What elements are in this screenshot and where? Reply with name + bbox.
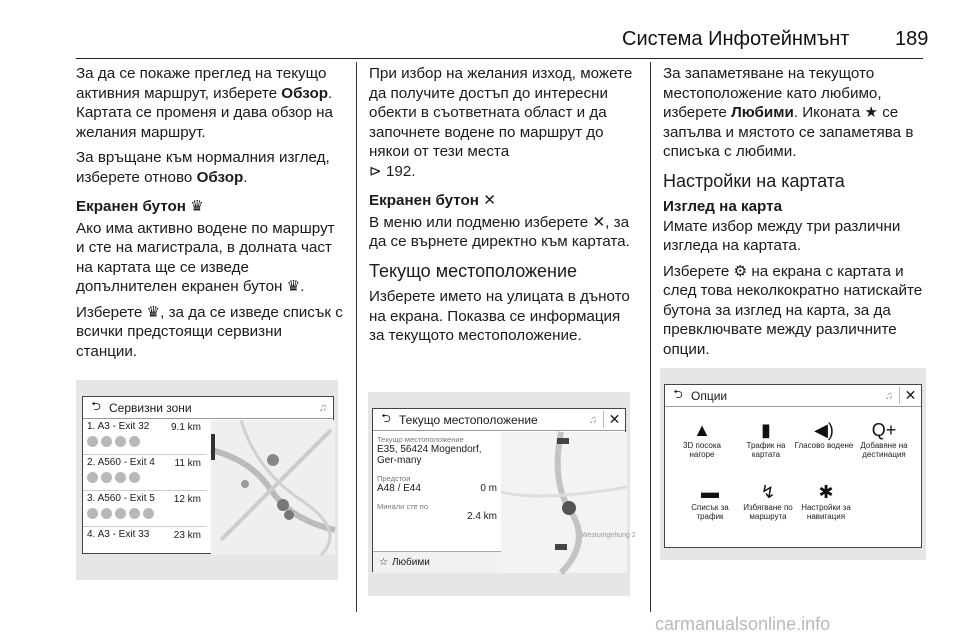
infotainment-screen — [372, 408, 636, 572]
poi-icon — [87, 436, 98, 447]
poi-icon — [129, 472, 140, 483]
map-view[interactable] — [211, 420, 335, 555]
poi-icon — [129, 508, 140, 519]
back-icon[interactable]: ⮌ — [91, 399, 101, 413]
distance: 2.4 km — [466, 511, 497, 522]
poi-icon — [101, 508, 112, 519]
page-header — [0, 0, 960, 62]
music-note-icon[interactable]: ♫ — [588, 413, 597, 426]
screen-title: Опции — [691, 388, 728, 403]
infotainment-screen — [82, 396, 334, 554]
column-2 — [369, 64, 639, 352]
favourites-button[interactable]: ☆ Любими — [373, 551, 501, 573]
list-item[interactable]: 1. A3 - Exit 32 9.1 km — [83, 419, 207, 455]
poi-icon — [87, 472, 98, 483]
back-icon[interactable]: ⮌ — [673, 387, 683, 401]
watermark: carmanualsonline.info — [655, 614, 831, 634]
column-divider — [356, 62, 357, 612]
option-traffic-list[interactable]: ▬ Списък за трафик — [679, 481, 741, 521]
speaker-icon: ◀) — [814, 420, 834, 440]
add-destination-icon: Q+ — [871, 420, 897, 440]
subheading: Екранен бутон ♛ — [76, 198, 204, 215]
option-avoid-route[interactable]: ↯ Избягване по маршрута — [737, 481, 799, 521]
title-bar — [83, 397, 333, 419]
map-view[interactable] — [501, 432, 636, 573]
column-3 — [663, 64, 928, 365]
title-bar — [373, 409, 625, 431]
road-name: A48 / E44 — [377, 483, 421, 494]
settings-gear-icon: ✱ — [818, 482, 834, 502]
screen-title: Текущо местоположение — [399, 412, 538, 427]
column-1 — [76, 64, 346, 367]
car-icon: ▬ — [701, 482, 719, 502]
paragraph: Изберете името на улицата в дъното на екрана. Показва се информация за текущото местоположение. — [369, 288, 630, 344]
label: Текущо местоположение — [377, 435, 464, 444]
location-info-panel — [373, 431, 501, 573]
poi-icon — [115, 436, 126, 447]
section-heading: Настройки на картата — [663, 170, 845, 191]
poi-icon — [129, 436, 140, 447]
poi-icon — [101, 436, 112, 447]
screenshot-service-areas — [76, 380, 338, 580]
service-list — [83, 419, 207, 563]
option-navigation-settings[interactable]: ✱ Настройки за навигация — [795, 481, 857, 521]
subheading: Екранен бутон ✕ — [369, 192, 496, 209]
poi-icon — [115, 508, 126, 519]
screenshot-options — [660, 368, 926, 560]
music-note-icon[interactable]: ♫ — [318, 401, 327, 414]
close-icon[interactable]: ✕ — [899, 387, 921, 404]
paragraph: За да се покаже преглед на текущо активния маршрут, изберете Обзор. Картата се променя и дава обзор на желания маршрут. — [76, 65, 333, 141]
paragraph: Имате избор между три различни изгледа на картата. — [663, 217, 901, 254]
avoid-route-icon: ↯ — [760, 482, 776, 502]
back-icon[interactable]: ⮌ — [381, 411, 391, 425]
address: E35, 56424 Mogendorf, Ger-many — [377, 444, 482, 466]
paragraph: Ако има активно водене по маршрут и сте на магистрала, в долната част на картата ще се изведе допълнителен екранен бутон ♛. — [76, 219, 335, 295]
option-3d-heading[interactable]: ▲ 3D посока нагоре — [671, 419, 733, 459]
infotainment-screen — [664, 384, 922, 548]
subheading: Изглед на карта — [663, 198, 783, 215]
paragraph: В меню или подменю изберете ✕, за да се върнете директно към картата. — [369, 213, 630, 250]
poi-icon — [143, 508, 154, 519]
list-item[interactable]: 2. A560 - Exit 4 11 km — [83, 455, 207, 491]
music-note-icon[interactable]: ♫ — [884, 389, 893, 402]
label: Предстои — [377, 474, 411, 483]
poi-icon — [101, 472, 112, 483]
label: Минали сте по — [377, 502, 428, 511]
page-number: 189 — [895, 28, 929, 50]
poi-icon — [87, 508, 98, 519]
list-item[interactable]: 4. A3 - Exit 33 23 km — [87, 529, 201, 541]
option-voice-guidance[interactable]: ◀) Гласово водене — [794, 420, 854, 450]
paragraph: При избор на желания изход, можете да получите достъп до интересни обекти в съответната област и да започнете водене по маршрут до някои от тези места ⊳ 192. — [369, 65, 633, 180]
paragraph: За връщане към нормалния изглед, изберете отново Обзор. — [76, 149, 330, 186]
distance: 0 m — [480, 483, 497, 494]
traffic-light-icon: ▮ — [761, 420, 771, 440]
screenshot-current-location — [368, 392, 636, 596]
star-icon: ☆ — [379, 557, 388, 568]
paragraph: Изберете ♛, за да се изведе списък с всички предстоящи сервизни станции. — [76, 303, 343, 360]
paragraph: За запаметяване на текущото местоположение като любимо, изберете Любими. Иконата ★ се запълва и мястото се запаметява в списъка с любими. — [663, 65, 914, 160]
list-item[interactable]: 3. A560 - Exit 5 12 km — [83, 491, 207, 527]
header-rule — [76, 58, 923, 59]
option-traffic-on-map[interactable]: ▮ Трафик на картата — [735, 419, 797, 459]
page-title: Система Инфотейнмънт — [622, 28, 850, 50]
section-heading: Текущо местоположение — [369, 260, 578, 281]
option-add-destination[interactable]: Q+ Добавяне на дестинация — [853, 419, 915, 459]
paragraph: Изберете ⚙ на екрана с картата и след това неколкократно натискайте бутона за изглед на карта, за да превключвате между различните опции. — [663, 262, 923, 358]
title-bar — [665, 385, 921, 407]
3d-heading-icon: ▲ — [693, 420, 711, 440]
close-icon[interactable]: ✕ — [603, 411, 625, 428]
column-divider — [650, 62, 651, 612]
screen-title: Сервизни зони — [109, 400, 192, 415]
map-label: Westumgehung 2 — [581, 532, 636, 539]
poi-icon — [115, 472, 126, 483]
